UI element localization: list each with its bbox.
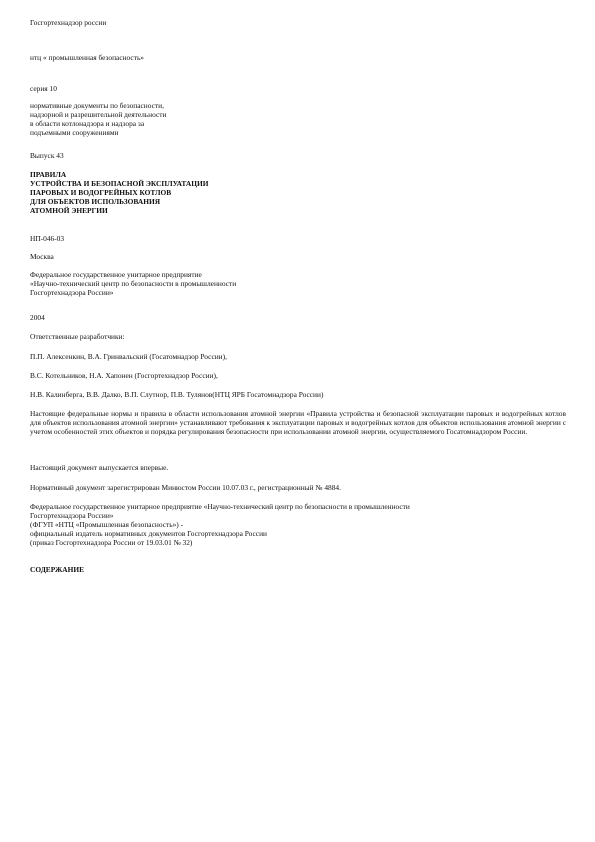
- ntc-name: нтц « промышленная безопасность»: [30, 53, 145, 62]
- city: Москва: [30, 252, 54, 261]
- publisher: [30, 270, 236, 297]
- title-line: ДЛЯ ОБЪЕКТОВ ИСПОЛЬЗОВАНИЯ: [30, 197, 161, 206]
- series-description-line: нормативные документы по безопасности,: [30, 101, 164, 110]
- official-publisher-line: Госгортехнадзора России»: [30, 511, 114, 520]
- document-title: [30, 170, 209, 215]
- intro-paragraph: Настоящие федеральные нормы и правила в области использования атомной энергии «Правила устройства и безопасной эксплуатации паровых и водогрейных котлов для объектов использования атомной энергии» устанавливают требования к эксплуатации паровых и водогрейных котлов для объектов использования атомной энергии с учетом особенностей этих объектов и порядка регулирования безопасности при использовании атомной энергии, осуществляемого Госатомнадзором России.: [30, 409, 566, 436]
- title-line: УСТРОЙСТВА И БЕЗОПАСНОЙ ЭКСПЛУАТАЦИИ: [30, 179, 209, 188]
- series-number: серия 10: [30, 84, 57, 93]
- contents-heading: СОДЕРЖАНИЕ: [30, 565, 85, 574]
- official-publisher-line: Федеральное государственное унитарное предприятие «Научно-технический центр по безопасности в промышленности: [30, 502, 410, 511]
- developer-line: П.П. Алексенкин, В.А. Гринвальский (Госатомнадзор России),: [30, 352, 227, 361]
- title-line: АТОМНОЙ ЭНЕРГИИ: [30, 206, 108, 215]
- series-description-line: в области котлонадзора и надзора за: [30, 119, 145, 128]
- publication-year: 2004: [30, 313, 45, 322]
- title-line: ПАРОВЫХ И ВОДОГРЕЙНЫХ КОТЛОВ: [30, 188, 172, 197]
- official-publisher-line: (ФГУП «НТЦ «Промышленная безопасность») -: [30, 520, 184, 529]
- first-issue-note: Настоящий документ выпускается впервые.: [30, 463, 169, 472]
- publisher-line: «Научно-технический центр по безопасности в промышленности: [30, 279, 237, 288]
- series-description: [30, 101, 166, 137]
- series-description-line: надзорной и разрешительной деятельности: [30, 110, 167, 119]
- registration-note: Нормативный документ зарегистрирован Минюстом России 10.07.03 г., регистрационный № 4884.: [30, 483, 341, 492]
- agency-name: Госгортехнадзор россии: [30, 18, 107, 27]
- publisher-line: Федеральное государственное унитарное предприятие: [30, 270, 202, 279]
- title-line: ПРАВИЛА: [30, 170, 67, 179]
- official-publisher-line: (приказ Госгортехнадзора России от 19.03.01 № 32): [30, 538, 193, 547]
- developer-line: Н.В. Калинберга, В.В. Далко, В.П. Слутнор, П.В. Тулянов(НТЦ ЯРБ Госатомнадзора России): [30, 390, 324, 399]
- publisher-line: Госгортехнадзора России»: [30, 288, 114, 297]
- official-publisher-line: официальный издатель нормативных документов Госгортехнадзора России: [30, 529, 267, 538]
- document-code: НП-046-03: [30, 234, 65, 243]
- series-description-line: подъемными сооружениями: [30, 128, 119, 137]
- developers-heading: Ответственные разработчики:: [30, 332, 125, 341]
- developer-line: В.С. Котельников, Н.А. Хапонен (Госгортехнадзор России),: [30, 371, 218, 380]
- issue-number: Выпуск 43: [30, 151, 64, 160]
- official-publisher: [30, 502, 410, 547]
